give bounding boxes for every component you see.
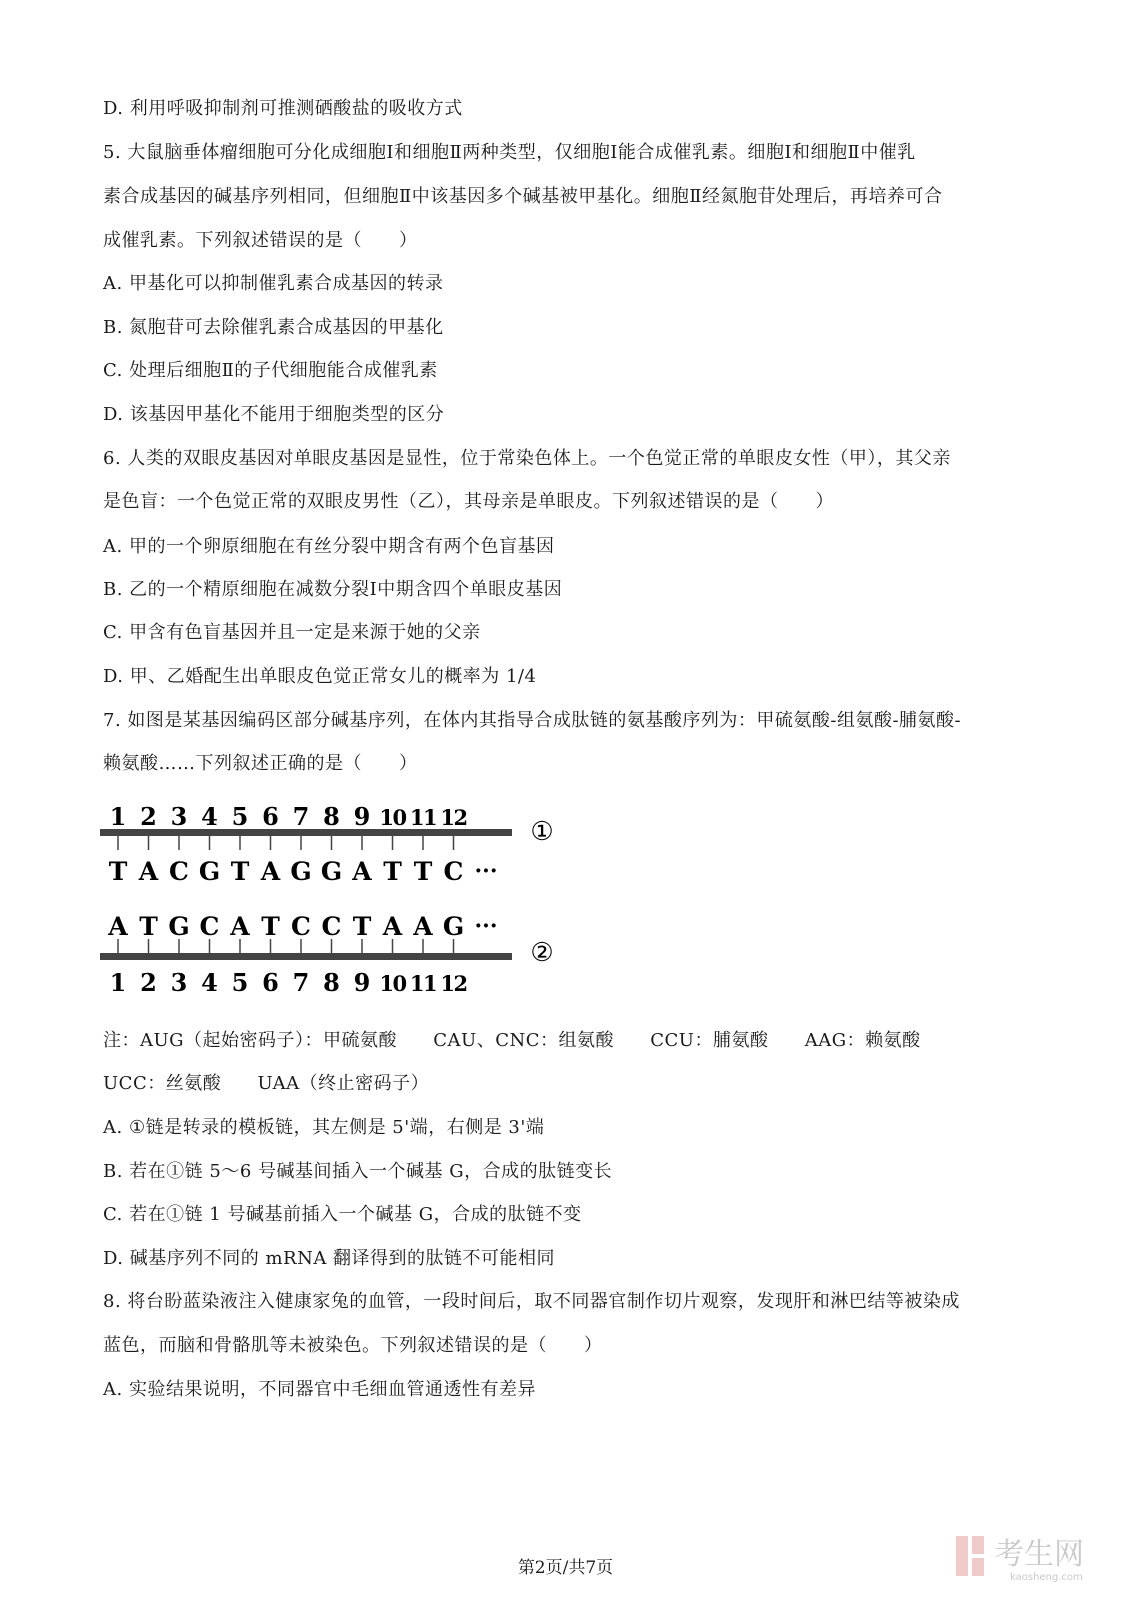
question-6-line1: 6. 人类的双眼皮基因对单眼皮基因是显性，位于常染色体上。一个色觉正常的单眼皮女性（甲），其父亲 bbox=[103, 448, 951, 469]
strand-1-position-7: 7 bbox=[292, 802, 310, 831]
option-5a: A. 甲基化可以抑制催乳素合成基因的转录 bbox=[103, 273, 444, 294]
question-7-line1: 7. 如图是某基因编码区部分碱基序列，在体内其指导合成肽链的氨基酸序列为：甲硫氨酸-组氨酸-脯氨酸- bbox=[103, 710, 962, 731]
strand-2-position-3: 3 bbox=[170, 968, 188, 997]
strand-1-position-11: 11 bbox=[409, 805, 437, 830]
strand-2-position-1: 1 bbox=[109, 968, 127, 997]
codon-note-aug: 注：AUG（起始密码子）：甲硫氨酸 bbox=[103, 1030, 398, 1051]
codon-note-his: CAU、CNC：组氨酸 bbox=[433, 1030, 615, 1051]
strand-2-bar bbox=[100, 953, 512, 960]
option-6d: D. 甲、乙婚配生出单眼皮色觉正常女儿的概率为 1/4 bbox=[103, 666, 537, 687]
codon-note-stop: UAA（终止密码子） bbox=[257, 1073, 430, 1094]
question-5-line3: 成催乳素。下列叙述错误的是（ ） bbox=[103, 230, 418, 251]
strand-2-base: G bbox=[168, 912, 190, 941]
strand-1-base: A bbox=[260, 857, 281, 886]
option-4d: D. 利用呼吸抑制剂可推测硒酸盐的吸收方式 bbox=[103, 98, 463, 119]
strand-2-ellipsis: ··· bbox=[474, 913, 498, 939]
strand-1-base: T bbox=[413, 857, 433, 886]
codon-note-lys: AAG：赖氨酸 bbox=[804, 1030, 921, 1051]
option-5b: B. 氮胞苷可去除催乳素合成基因的甲基化 bbox=[103, 317, 444, 338]
strand-1-base: T bbox=[108, 857, 128, 886]
kaosheng-watermark bbox=[950, 1528, 1115, 1586]
dna-strand-figure bbox=[96, 798, 566, 1008]
option-6a: A. 甲的一个卵原细胞在有丝分裂中期含有两个色盲基因 bbox=[103, 536, 555, 557]
strand-2-position-6: 6 bbox=[262, 968, 279, 997]
strand-2-base: T bbox=[352, 912, 372, 941]
strand-1-position-6: 6 bbox=[262, 802, 279, 831]
question-5-line2: 素合成基因的碱基序列相同，但细胞Ⅱ中该基因多个碱基被甲基化。细胞Ⅱ经氮胞苷处理后，再培养可合 bbox=[103, 186, 943, 207]
codon-note-pro: CCU：脯氨酸 bbox=[650, 1030, 769, 1051]
strand-1-base: C bbox=[169, 857, 189, 886]
question-5-line1: 5. 大鼠脑垂体瘤细胞可分化成细胞Ⅰ和细胞Ⅱ两种类型，仅细胞Ⅰ能合成催乳素。细胞Ⅰ和细胞Ⅱ中催乳 bbox=[103, 142, 916, 163]
codon-note-ser: UCC：丝氨酸 bbox=[103, 1073, 222, 1094]
strand-1-position-12: 12 bbox=[440, 805, 467, 830]
strand-1-base: C bbox=[443, 857, 464, 886]
strand-1-base: G bbox=[290, 857, 312, 886]
strand-2-position-11: 11 bbox=[409, 971, 437, 996]
option-6c: C. 甲含有色盲基因并且一定是来源于她的父亲 bbox=[103, 622, 481, 643]
strand-2-base: A bbox=[413, 912, 433, 941]
strand-2-position-4: 4 bbox=[201, 968, 218, 997]
strand-2-base: A bbox=[108, 912, 128, 941]
strand-2-position-2: 2 bbox=[140, 968, 157, 997]
strand-1-position-2: 2 bbox=[140, 802, 157, 831]
option-5c: C. 处理后细胞Ⅱ的子代细胞能合成催乳素 bbox=[103, 360, 438, 381]
strand-2-base: C bbox=[199, 912, 220, 941]
question-8-line2: 蓝色，而脑和骨骼肌等未被染色。下列叙述错误的是（ ） bbox=[103, 1335, 603, 1356]
page-number: 第2页/共7页 bbox=[517, 1558, 614, 1578]
option-7b: B. 若在①链 5～6 号碱基间插入一个碱基 G，合成的肽链变长 bbox=[103, 1161, 613, 1182]
strand-2-position-5: 5 bbox=[231, 968, 249, 997]
strand-2-label: ② bbox=[530, 938, 554, 968]
strand-1-position-10: 10 bbox=[379, 805, 406, 830]
strand-1-position-8: 8 bbox=[323, 802, 340, 831]
strand-2-position-10: 10 bbox=[379, 971, 406, 996]
codon-note-line1 bbox=[103, 1026, 921, 1052]
strand-1-label: ① bbox=[530, 817, 554, 847]
strand-2-base: C bbox=[321, 912, 342, 941]
strand-2-base: T bbox=[139, 912, 158, 941]
watermark-logo-icon bbox=[956, 1536, 984, 1576]
option-7a: A. ①链是转录的模板链，其左侧是 5'端，右侧是 3'端 bbox=[103, 1117, 545, 1138]
strand-2-base: A bbox=[230, 912, 250, 941]
strand-2-position-7: 7 bbox=[292, 968, 310, 997]
strand-2-base: A bbox=[382, 912, 403, 941]
option-5d: D. 该基因甲基化不能用于细胞类型的区分 bbox=[103, 404, 445, 425]
strand-1-position-9: 9 bbox=[353, 802, 371, 831]
option-6b: B. 乙的一个精原细胞在减数分裂Ⅰ中期含四个单眼皮基因 bbox=[103, 579, 563, 600]
strand-2-base: G bbox=[442, 912, 465, 941]
option-7c: C. 若在①链 1 号碱基前插入一个碱基 G，合成的肽链不变 bbox=[103, 1204, 582, 1225]
strand-1-base: A bbox=[138, 857, 159, 886]
strand-2-position-12: 12 bbox=[440, 971, 467, 996]
question-7-line2: 赖氨酸……下列叙述正确的是（ ） bbox=[103, 753, 418, 774]
strand-1-base: T bbox=[383, 857, 402, 886]
strand-1-position-4: 4 bbox=[201, 802, 218, 831]
strand-1-position-1: 1 bbox=[109, 802, 127, 831]
option-7d: D. 碱基序列不同的 mRNA 翻译得到的肽链不可能相同 bbox=[103, 1248, 556, 1269]
watermark-site: kaosheng.com bbox=[1010, 1572, 1083, 1583]
strand-1-ellipsis: ··· bbox=[474, 858, 498, 884]
strand-2-position-8: 8 bbox=[323, 968, 340, 997]
strand-1-position-3: 3 bbox=[170, 802, 188, 831]
option-8a: A. 实验结果说明，不同器官中毛细血管通透性有差异 bbox=[103, 1379, 536, 1400]
watermark-brand: 考生网 bbox=[994, 1537, 1084, 1572]
strand-1-position-5: 5 bbox=[231, 802, 249, 831]
strand-1-base: A bbox=[352, 857, 372, 886]
strand-2-base: T bbox=[261, 912, 280, 941]
question-8-line1: 8. 将台盼蓝染液注入健康家兔的血管，一段时间后，取不同器官制作切片观察，发现肝和淋巴结等被染成 bbox=[103, 1291, 960, 1312]
question-6-line2: 是色盲：一个色觉正常的双眼皮男性（乙），其母亲是单眼皮。下列叙述错误的是（ ） bbox=[103, 491, 834, 512]
codon-note-line2 bbox=[103, 1069, 429, 1095]
strand-2-position-9: 9 bbox=[353, 968, 371, 997]
strand-2-base: C bbox=[291, 912, 311, 941]
strand-1-base: G bbox=[320, 857, 343, 886]
strand-1-base: T bbox=[230, 857, 250, 886]
strand-1-base: G bbox=[198, 857, 221, 886]
